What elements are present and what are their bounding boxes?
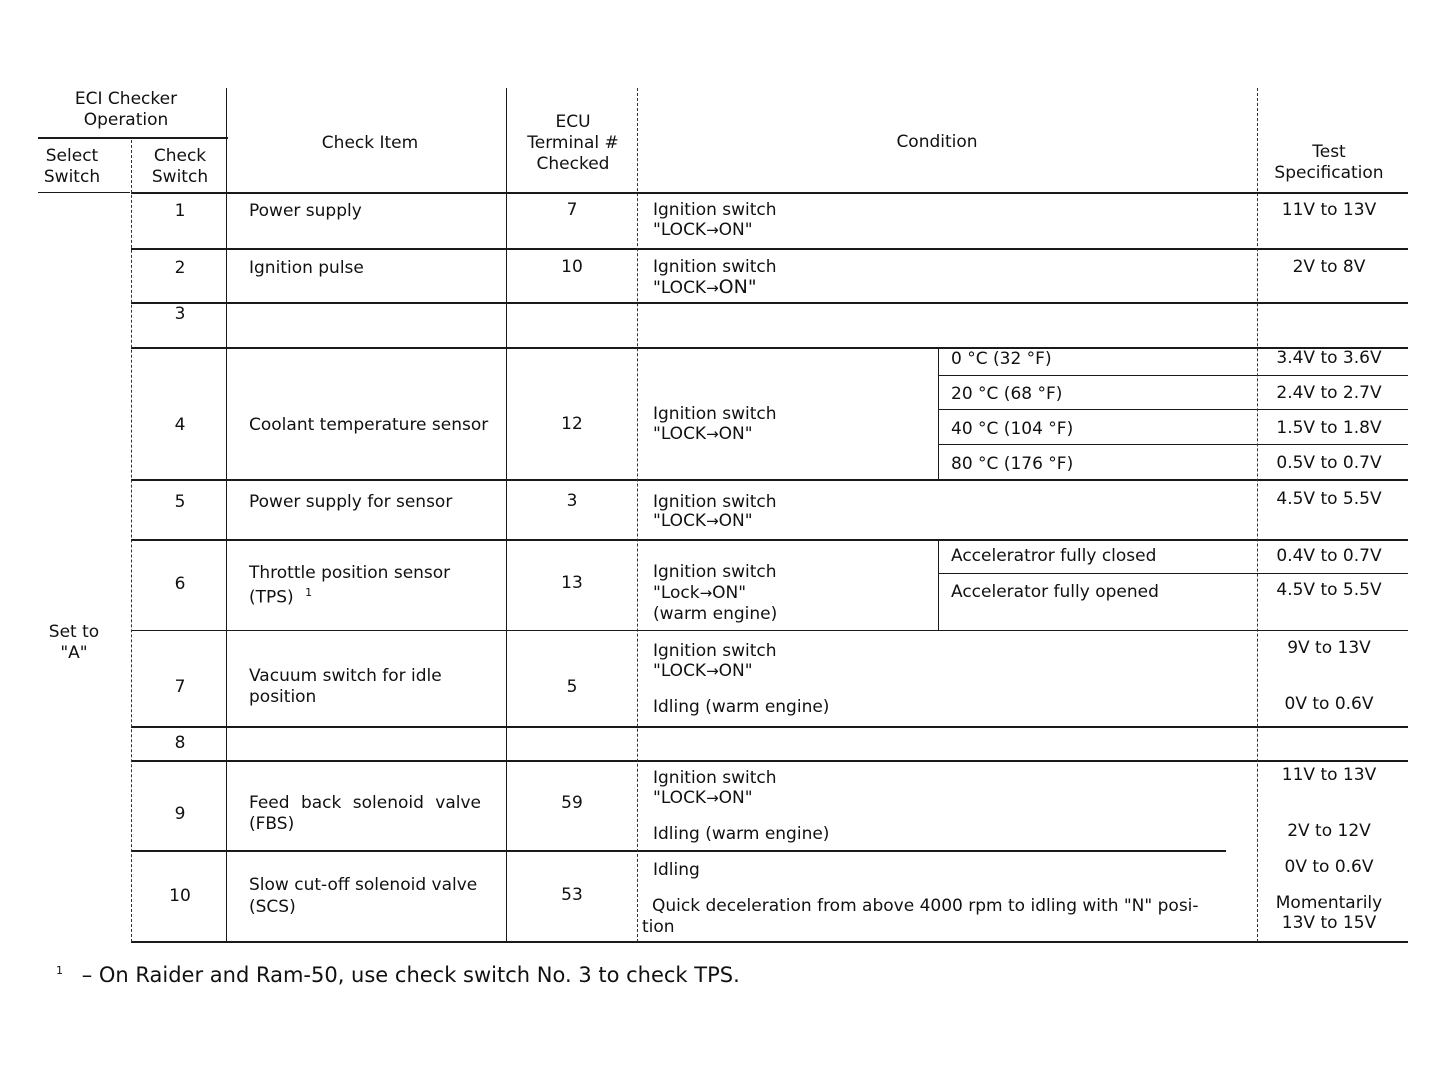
test-spec: 9V to 13V — [1287, 638, 1371, 658]
condition-line: Ignition switch — [653, 768, 777, 788]
condition-line: Idling — [653, 860, 700, 880]
condition-line: tion — [642, 917, 675, 937]
condition-line: "LOCK→ON" — [653, 220, 753, 240]
test-spec: 4.5V to 5.5V — [1276, 489, 1382, 509]
test-spec: 2.4V to 2.7V — [1276, 383, 1382, 403]
test-spec: 0.4V to 0.7V — [1276, 546, 1382, 566]
sub-condition: 40 °C (104 °F) — [951, 419, 1074, 439]
condition-line: Ignition switch — [653, 562, 777, 582]
arrow-right-icon: → — [706, 662, 719, 680]
check-switch-number: 2 — [174, 258, 186, 278]
check-item: Feed back solenoid valve — [249, 793, 482, 813]
ecu-terminal: 13 — [561, 573, 583, 593]
header-condition: Condition — [896, 132, 978, 152]
test-spec: 13V to 15V — [1281, 913, 1377, 933]
test-spec: Momentarily — [1275, 893, 1383, 913]
check-item: Power supply for sensor — [249, 492, 453, 512]
check-switch-number: 6 — [174, 574, 186, 594]
condition-line: Ignition switch — [653, 200, 777, 220]
condition-line: "LOCK→ON" — [653, 511, 753, 531]
condition-line: Ignition switch — [653, 404, 777, 424]
footnote-marker: 1 — [56, 964, 63, 977]
sub-condition: Accelerator fully opened — [951, 582, 1159, 602]
condition-line: Ignition switch — [653, 257, 777, 277]
test-spec: 0.5V to 0.7V — [1276, 453, 1382, 473]
arrow-right-icon: → — [706, 789, 719, 807]
footnote-marker: 1 — [305, 586, 313, 599]
sub-condition: 80 °C (176 °F) — [951, 454, 1074, 474]
condition-line: (warm engine) — [653, 604, 778, 624]
header-test-specification: Test Specification — [1274, 142, 1384, 183]
footnote — [56, 958, 740, 988]
test-spec: 11V to 13V — [1281, 200, 1377, 220]
arrow-right-icon: → — [706, 425, 719, 443]
arrow-right-icon: → — [699, 584, 713, 602]
header-check-switch: Check Switch — [151, 146, 209, 187]
test-spec: 1.5V to 1.8V — [1276, 418, 1382, 438]
header-ecu-terminal: ECU Terminal # Checked — [527, 112, 619, 174]
test-spec: 0V to 0.6V — [1284, 857, 1374, 877]
arrow-right-icon: → — [706, 221, 719, 239]
check-item: position — [249, 687, 317, 707]
ecu-terminal: 7 — [566, 200, 578, 220]
arrow-right-icon: → — [706, 512, 719, 530]
check-item: (SCS) — [249, 897, 296, 917]
check-switch-number: 4 — [174, 415, 186, 435]
ecu-terminal: 53 — [561, 885, 583, 905]
check-item: (FBS) — [249, 814, 295, 834]
check-item: Power supply — [249, 201, 362, 221]
sub-condition: 0 °C (32 °F) — [951, 349, 1052, 369]
sub-condition: Acceleratror fully closed — [951, 546, 1157, 566]
condition-line: Idling (warm engine) — [653, 697, 830, 717]
check-item: Vacuum switch for idle — [249, 666, 442, 686]
check-item: Slow cut-off solenoid valve — [249, 875, 478, 895]
test-spec: 11V to 13V — [1281, 765, 1377, 785]
check-switch-number: 1 — [174, 201, 186, 221]
condition-line: "LOCK→ON" — [653, 276, 757, 298]
check-switch-number: 5 — [174, 492, 186, 512]
condition-line: "Lock→ON" — [653, 583, 747, 603]
check-switch-number: 8 — [174, 733, 186, 753]
test-spec: 2V to 8V — [1292, 257, 1366, 277]
condition-line: "LOCK→ON" — [653, 424, 753, 444]
condition-line: "LOCK→ON" — [653, 788, 753, 808]
header-eci-checker-operation: ECI Checker Operation — [74, 89, 178, 130]
condition-line: Quick deceleration from above 4000 rpm to idling with "N" posi- — [652, 896, 1199, 916]
check-item: Coolant temperature sensor — [249, 415, 489, 435]
condition-line: "LOCK→ON" — [653, 661, 753, 681]
check-switch-number: 7 — [174, 677, 186, 697]
condition-line: Ignition switch — [653, 492, 777, 512]
header-check-item: Check Item — [321, 133, 419, 153]
test-spec: 4.5V to 5.5V — [1276, 580, 1382, 600]
check-item: Throttle position sensor — [249, 563, 451, 583]
sub-condition: 20 °C (68 °F) — [951, 384, 1063, 404]
check-switch-number: 9 — [174, 804, 186, 824]
check-switch-number: 3 — [174, 304, 186, 324]
test-spec: 3.4V to 3.6V — [1276, 348, 1382, 368]
check-item: Ignition pulse — [249, 258, 364, 278]
select-switch-value: Set to "A" — [48, 622, 100, 663]
condition-line: Idling (warm engine) — [653, 824, 830, 844]
ecu-terminal: 3 — [566, 491, 578, 511]
ecu-terminal: 10 — [561, 257, 583, 277]
ecu-terminal: 59 — [561, 793, 583, 813]
check-item: (TPS) $^1$ — [249, 586, 313, 608]
test-spec: 2V to 12V — [1287, 821, 1371, 841]
condition-line: Ignition switch — [653, 641, 777, 661]
header-select-switch: Select Switch — [43, 146, 101, 187]
test-spec: 0V to 0.6V — [1284, 694, 1374, 714]
ecu-terminal: 5 — [566, 677, 578, 697]
arrow-right-icon: → — [706, 279, 719, 297]
check-switch-number: 10 — [169, 886, 191, 906]
footnote-text: – On Raider and Ram-50, use check switch No. 3 to check TPS. — [81, 963, 740, 987]
ecu-terminal: 12 — [561, 414, 583, 434]
